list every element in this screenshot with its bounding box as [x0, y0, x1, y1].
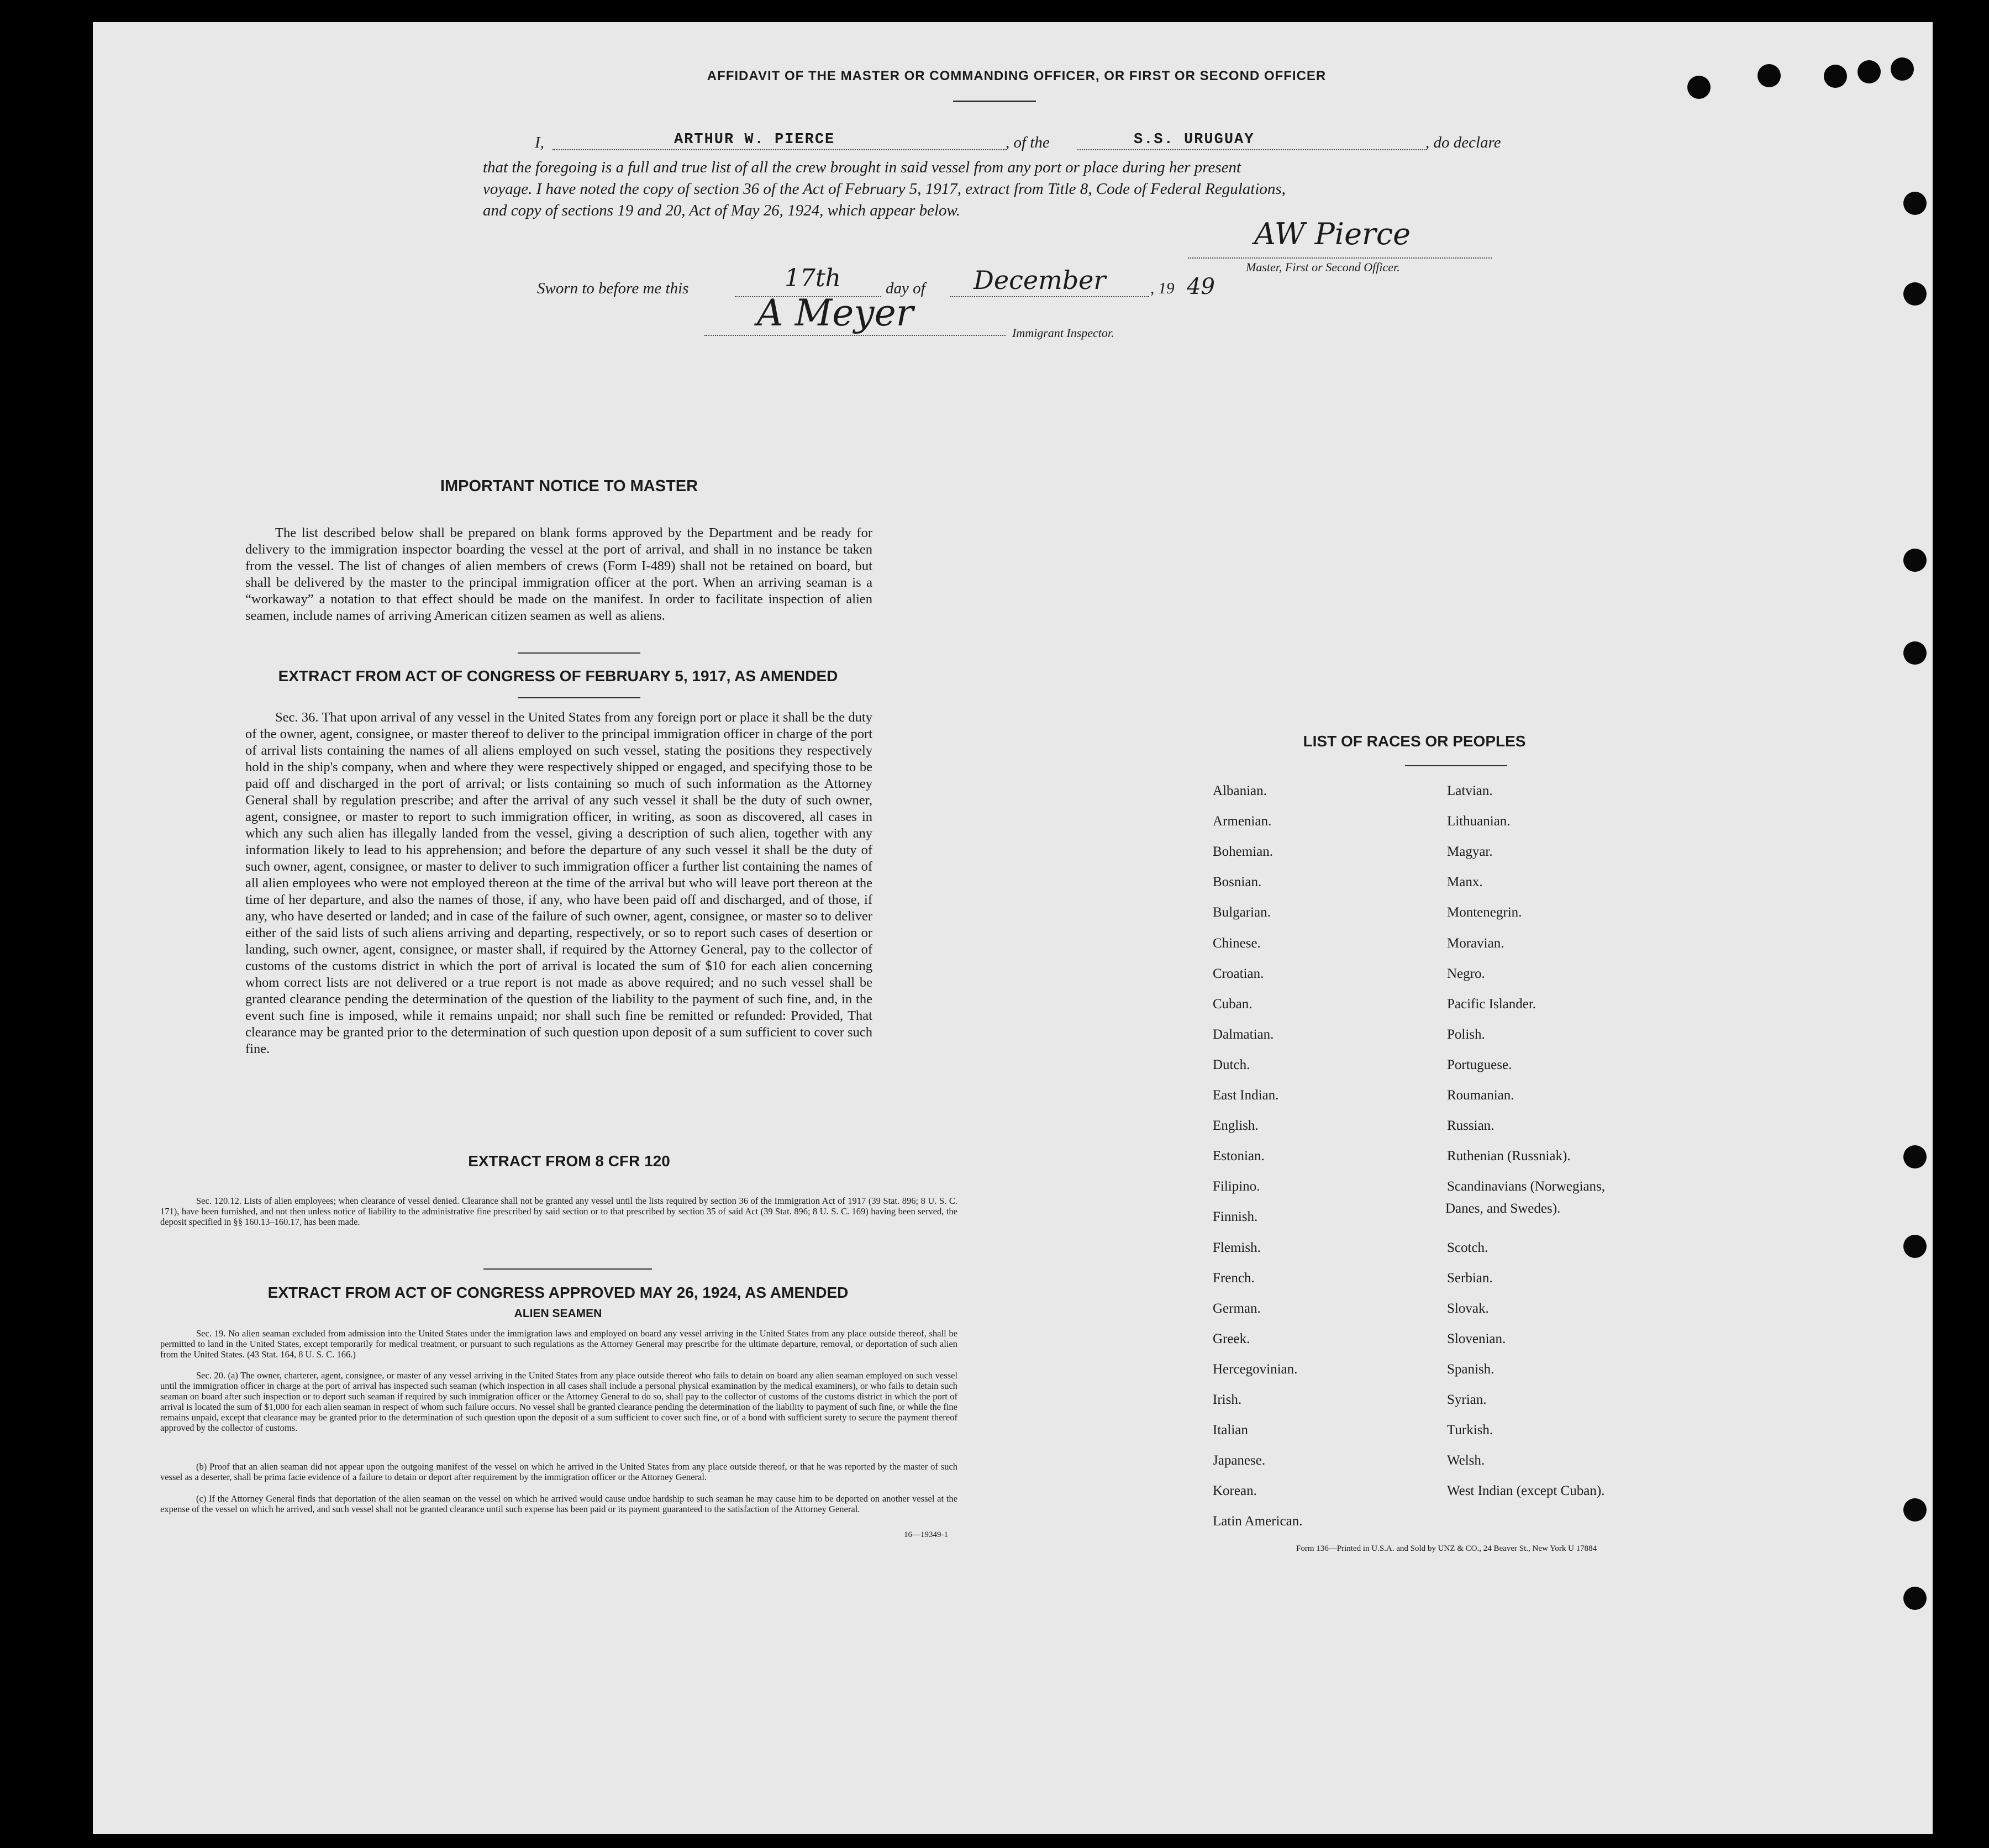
notice-rule — [518, 652, 640, 654]
races-title: LIST OF RACES OR PEOPLES — [1303, 733, 1526, 750]
race-item: Negro. — [1447, 966, 1485, 981]
race-item: Filipino. — [1213, 1179, 1260, 1194]
race-item: Latvian. — [1447, 783, 1493, 798]
race-item: East Indian. — [1213, 1088, 1279, 1103]
punch-hole — [1903, 192, 1927, 215]
race-item: French. — [1213, 1270, 1255, 1286]
punch-hole — [1687, 76, 1711, 99]
inspector-signature: A Meyer — [757, 292, 914, 334]
race-item: Estonian. — [1213, 1149, 1265, 1164]
of-the-label: , of the — [1006, 134, 1050, 151]
sec-20c-text: (c) If the Attorney General finds that deportation of the alien seaman on the vessel on which he arrived would cause undue hardship to such seaman he may cause him to be deported on another vessel at the expense of the vessel on which he arrived, and such vessel shall not be granted clearance until such expense has been paid or its payment guaranteed to the satisfaction of the Attorney General. — [160, 1493, 957, 1514]
race-item: Greek. — [1213, 1331, 1250, 1346]
year-prefix: , 19 — [1150, 280, 1175, 297]
alien-seamen-subtitle: ALIEN SEAMEN — [514, 1307, 602, 1320]
punch-hole — [1903, 1498, 1927, 1521]
sec-20a-text: Sec. 20. (a) The owner, charterer, agent, consignee, or master of any vessel arriving in the United States from any place outside thereof who fails to detain on board any alien seaman employed on such vessel until the immigration officer in charge at the port of arrival has inspected such seaman (which inspection in all cases shall include a personal physical examination by the medical examiners), or who fails to detain such seaman on board after such inspection or to deport such seaman if required by such immigration officer or the Attorney General to do so, shall pay to the collector of customs of the customs district in which the port of arrival is located the sum of $1,000 for each alien seaman in respect of whom such failure occurs. No vessel shall be granted clearance pending the determination of the liability to payment of such fine, or while the fine remains unpaid, except that clearance may be granted prior to the determination of such question upon the deposit of a sum sufficient to cover such fine, or of a bond with sufficient surety to secure the payment thereof approved by the collector of customs. — [160, 1370, 957, 1433]
cfr-rule — [483, 1268, 652, 1270]
punch-hole — [1891, 57, 1914, 81]
master-signature-line — [1188, 257, 1492, 259]
vessel-name: S.S. URUGUAY — [1134, 131, 1255, 148]
race-item: Pacific Islander. — [1447, 996, 1537, 1012]
title-rule — [953, 101, 1036, 102]
day-value: 17th — [785, 264, 841, 292]
race-item: Dutch. — [1213, 1057, 1250, 1072]
sec-20b-text: (b) Proof that an alien seaman did not appear upon the outgoing manifest of the vessel on which he arrived in the United States from any place outside thereof, or that he was reported by the master of such vessel as a deserter, shall be prima facie evidence of a failure to detain or deport after requirement by the immigration officer or the Attorney General. — [160, 1461, 957, 1482]
race-item: Slovak. — [1447, 1301, 1489, 1316]
affidavit-title: AFFIDAVIT OF THE MASTER OR COMMANDING OFFICER, OR FIRST OR SECOND OFFICER — [707, 69, 1327, 83]
race-scandinavian-continued: Danes, and Swedes). — [1445, 1201, 1561, 1216]
race-item: Welsh. — [1447, 1453, 1485, 1468]
affidavit-line-3: voyage. I have noted the copy of section 36 of the Act of February 5, 1917, extract from Title 8, Code of Federal Regulations, — [483, 180, 1286, 198]
race-item: Hercegovinian. — [1213, 1361, 1298, 1377]
race-item: Armenian. — [1213, 814, 1272, 829]
extract-1917-rule — [518, 697, 640, 698]
master-caption: Master, First or Second Officer. — [1246, 260, 1400, 274]
master-signature: AW Pierce — [1254, 217, 1411, 251]
race-item: Serbian. — [1447, 1270, 1493, 1286]
race-item: Scandinavians (Norwegians, — [1447, 1179, 1606, 1194]
punch-hole — [1758, 64, 1781, 87]
name-blank — [552, 149, 1006, 150]
month-blank — [950, 296, 1149, 297]
affidavit-prefix: I, — [535, 134, 544, 151]
punch-hole — [1903, 549, 1927, 572]
race-item: Latin American. — [1213, 1514, 1303, 1529]
race-item: Moravian. — [1447, 935, 1504, 951]
extract-1917-title: EXTRACT FROM ACT OF CONGRESS OF FEBRUARY 5, 1917, AS AMENDED — [278, 667, 838, 685]
race-item: Syrian. — [1447, 1392, 1487, 1407]
notice-title: IMPORTANT NOTICE TO MASTER — [440, 477, 698, 495]
form-number: 16—19349-1 — [904, 1530, 948, 1539]
inspector-caption: Immigrant Inspector. — [1012, 326, 1114, 340]
punch-hole — [1903, 1145, 1927, 1168]
punch-hole — [1903, 282, 1927, 306]
race-item: Polish. — [1447, 1026, 1485, 1042]
race-item: Slovenian. — [1447, 1331, 1506, 1346]
notice-text: The list described below shall be prepared on blank forms approved by the Department and be ready for delivery to the immigration inspector boarding the vessel at the port of arrival, and shall in no instance be taken from the vessel. The list of changes of alien members of crews (Form I-489) shall not be retained on board, but shall be delivered by the master to the principal immigration officer at the port. When an arriving seaman is a “workaway” a notation to that effect should be made on the manifest. In order to facilitate inspection of alien seamen, include names of arriving American citizen seamen as well as aliens. — [245, 525, 872, 623]
race-item: Ruthenian (Russniak). — [1447, 1149, 1571, 1164]
month-value: December — [974, 265, 1106, 295]
vessel-blank — [1077, 149, 1425, 150]
race-item: Irish. — [1213, 1392, 1242, 1407]
sec-36-text: Sec. 36. That upon arrival of any vessel in the United States from any foreign port or place it shall be the duty of the owner, agent, consignee, or master thereof to deliver to the principal immigration officer in charge of the port of arrival lists containing the names of all aliens employed on such vessel, stating the positions they respectively hold in the ship's company, when and where they were respectively shipped or engaged, and specifying those to be paid off and discharged in the port of arrival; or lists containing so much of such information as the Attorney General shall by regulation prescribe; and after the arrival of any such vessel it shall be the duty of such owner, agent, consignee, or master to report to such immigration officer, in writing, as soon as discovered, all cases in which any such alien has illegally landed from the vessel, giving a description of such alien, together with any information likely to lead to his apprehension; and before the departure of any such vessel it shall be the duty of such owner, agent, consignee, or master to deliver to such immigration officer a further list containing the names of all alien employees who were not employed thereon at the time of the arrival but who will leave port thereon at the time of her departure, and also the names of those, if any, who have been paid off and discharged, and of those, if any, who have deserted or landed; and in case of the failure of such owner, agent, consignee, or master so to deliver either of the said lists of such aliens arriving and departing, respectively, or so to report such cases of desertion or landing, such owner, agent, consignee, or master shall, if required by the Attorney General, pay to the collector of customs of the customs district in which the port of arrival is located the sum of $10 for each alien concerning whom correct lists are not delivered or a true report is not made as above required; and no such vessel shall be granted clearance pending the determination of the question of the liability to the payment of such fine, and, in the event such fine is imposed, while it remains unpaid; nor shall such fine be remitted or refunded: Provided, That clearance may be granted prior to the determination of such question upon deposit of a sum sufficient to cover such fine. — [245, 710, 872, 1056]
race-item: Korean. — [1213, 1483, 1257, 1499]
printer-footer: Form 136—Printed in U.S.A. and Sold by UNZ & CO., 24 Beaver St., New York U 17884 — [1296, 1544, 1597, 1553]
race-item: Lithuanian. — [1447, 814, 1511, 829]
punch-hole — [1824, 65, 1847, 88]
races-rule — [1405, 765, 1507, 766]
sec-120-12-text: Sec. 120.12. Lists of alien employees; when clearance of vessel denied. Clearance shall not be granted any vessel until the lists required by section 36 of the Immigration Act of 1917 (39 Stat. 896; 8 U. S. C. 171), have been furnished, and not then unless notice of liability to the administrative fine prescribed by said section or to that prescribed by section 35 of said Act (39 Stat. 896; 8 U. S. C. 169) having been served, the deposit specified in §§ 160.13–160.17, has been made. — [160, 1196, 957, 1227]
race-item: Russian. — [1447, 1118, 1495, 1134]
punch-hole — [1903, 1587, 1927, 1610]
race-item: Bohemian. — [1213, 844, 1274, 860]
race-item: English. — [1213, 1118, 1259, 1134]
race-item: Turkish. — [1447, 1423, 1493, 1438]
race-item: Dalmatian. — [1213, 1026, 1274, 1042]
race-item: Albanian. — [1213, 783, 1267, 798]
do-declare-label: , do declare — [1425, 134, 1501, 151]
race-item: Chinese. — [1213, 935, 1261, 951]
race-item: Japanese. — [1213, 1453, 1266, 1468]
race-item: Scotch. — [1447, 1240, 1488, 1255]
race-item: West Indian (except Cuban). — [1447, 1483, 1605, 1499]
race-item: Flemish. — [1213, 1240, 1261, 1255]
race-item: Montenegrin. — [1447, 905, 1522, 920]
race-item: Roumanian. — [1447, 1088, 1514, 1103]
punch-hole — [1858, 60, 1881, 83]
race-item: Bosnian. — [1213, 875, 1262, 890]
race-item: Spanish. — [1447, 1361, 1495, 1377]
punch-hole — [1903, 1235, 1927, 1258]
race-item: Finnish. — [1213, 1209, 1258, 1225]
inspector-signature-line — [704, 335, 1006, 336]
race-item: Italian — [1213, 1423, 1248, 1438]
extract-1924-title: EXTRACT FROM ACT OF CONGRESS APPROVED MAY 26, 1924, AS AMENDED — [267, 1284, 849, 1301]
race-item: Manx. — [1447, 875, 1483, 890]
sworn-label: Sworn to before me this — [537, 280, 689, 297]
punch-hole — [1903, 641, 1927, 665]
race-item: Bulgarian. — [1213, 905, 1271, 920]
year-value: 49 — [1187, 274, 1215, 299]
day-of-label: day of — [886, 280, 925, 297]
race-item: Portuguese. — [1447, 1057, 1512, 1072]
race-item: Cuban. — [1213, 996, 1253, 1012]
race-item: Croatian. — [1213, 966, 1264, 981]
officer-name: ARTHUR W. PIERCE — [674, 131, 835, 148]
race-item: Magyar. — [1447, 844, 1493, 860]
extract-cfr-title: EXTRACT FROM 8 CFR 120 — [468, 1152, 670, 1170]
affidavit-line-2: that the foregoing is a full and true list of all the crew brought in said vessel from any port or place during her present — [483, 159, 1241, 176]
sec-19-text: Sec. 19. No alien seaman excluded from admission into the United States under the immigration laws and employed on board any vessel arriving in the United States from any place outside thereof, shall be permitted to land in the United States, except temporarily for medical treatment, or pursuant to such regulations as the Attorney General may prescribe for the ultimate departure, removal, or deportation of such alien from the United States. (43 Stat. 164, 8 U. S. C. 166.) — [160, 1328, 957, 1360]
affidavit-line-4: and copy of sections 19 and 20, Act of May 26, 1924, which appear below. — [483, 202, 960, 219]
race-item: German. — [1213, 1301, 1261, 1316]
